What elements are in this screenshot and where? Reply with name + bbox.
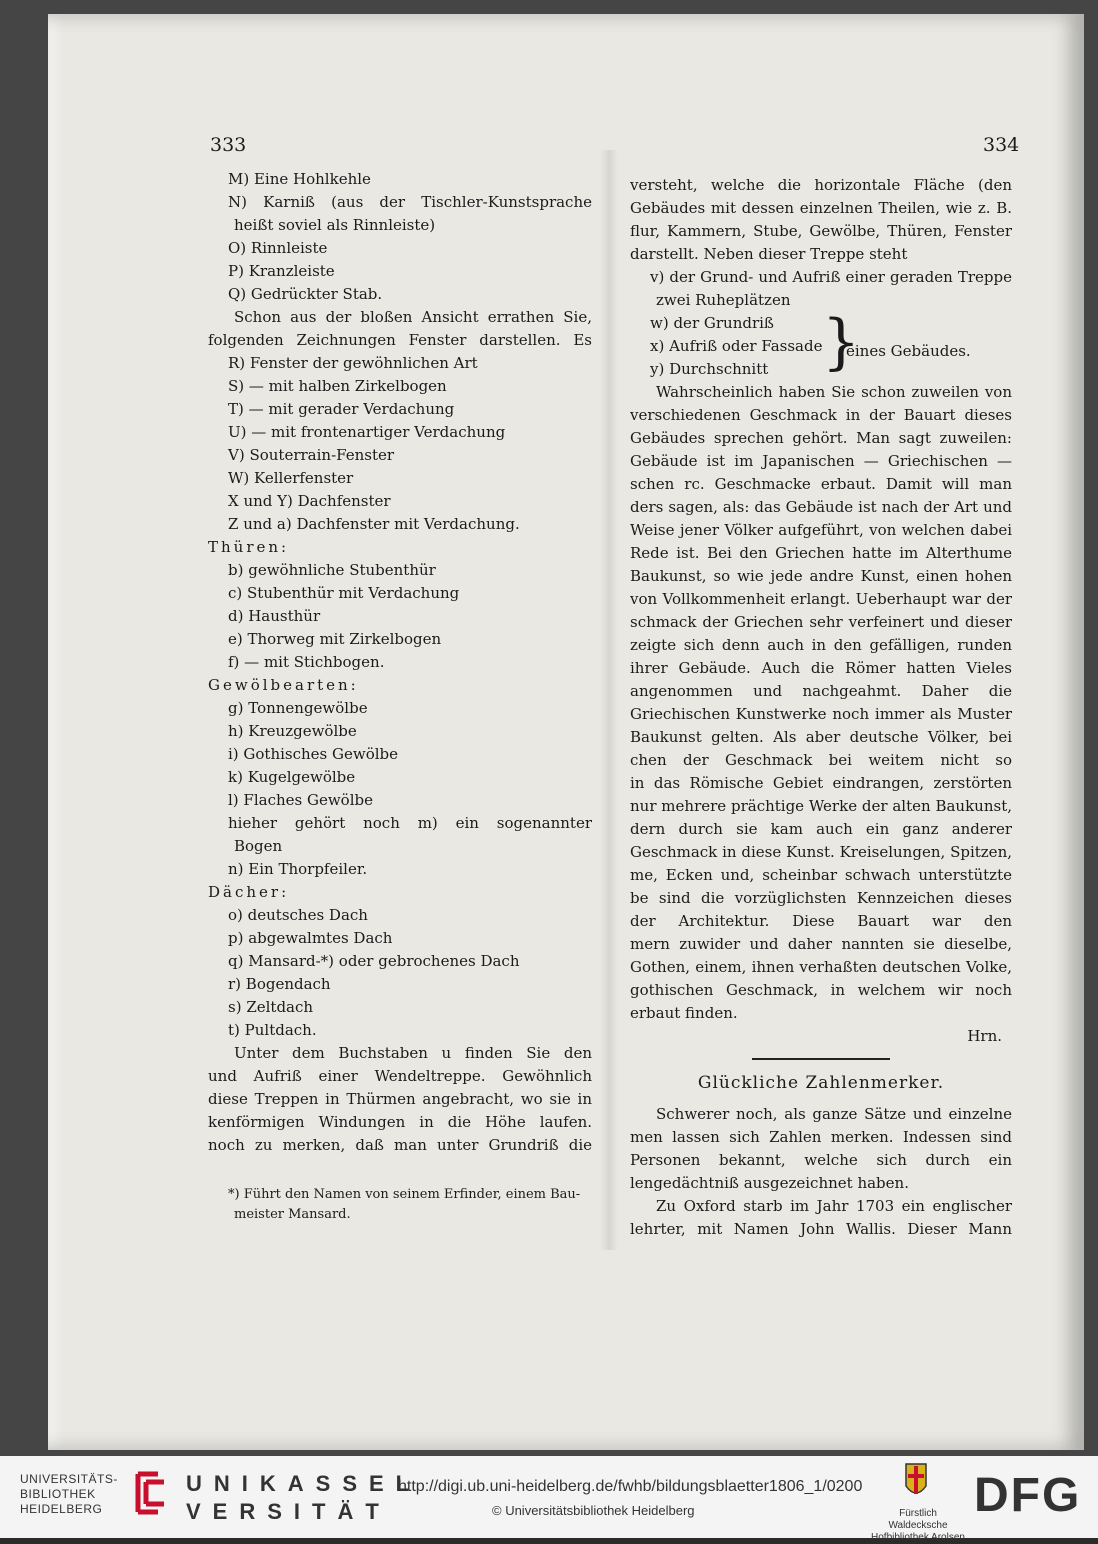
text-line: Schon aus der bloßen Ansicht errathen Sie, <box>234 308 592 326</box>
text-line: O) Rinnleiste <box>228 239 328 257</box>
text-line: flur, Kammern, Stube, Gewölbe, Thüren, Fenster <box>630 222 1012 240</box>
kassel-line-1: UNIKASSEL <box>186 1471 422 1496</box>
uni-line-2: BIBLIOTHEK <box>20 1487 96 1501</box>
text-line: n) Ein Thorpfeiler. <box>228 860 368 878</box>
text-line: q) Mansard-*) oder gebrochenes Dach <box>228 952 520 970</box>
text-line: P) Kranzleiste <box>228 262 335 280</box>
footnote-line: meister Mansard. <box>234 1207 351 1222</box>
text-line: lengedächtniß ausgezeichnet haben. <box>630 1174 909 1192</box>
text-line: Zu Oxford starb im Jahr 1703 ein englischer <box>656 1197 1012 1215</box>
section-title: Glückliche Zahlenmerker. <box>697 1073 945 1093</box>
waldeck-crest-icon <box>898 1460 934 1504</box>
text-line: e) Thorweg mit Zirkelbogen <box>228 630 442 648</box>
text-line: Dächer: <box>208 883 290 901</box>
text-line: Gothen, einem, ihnen verhaßten deutschen Volke, <box>630 958 1012 976</box>
text-line: R) Fenster der gewöhnlichen Art <box>228 354 478 372</box>
waldeck-library-logo[interactable] <box>870 1508 966 1544</box>
text-line: Baukunst, so wie jede andre Kunst, einen hohen <box>630 567 1012 585</box>
text-line: b) gewöhnliche Stubenthür <box>228 561 436 579</box>
text-line: Bogen <box>234 837 283 855</box>
text-line: me, Ecken und, scheinbar schwach unterstützte <box>630 866 1012 884</box>
text-line: g) Tonnengewölbe <box>228 699 368 717</box>
text-line: U) — mit frontenartiger Verdachung <box>228 423 506 441</box>
footer-bar <box>0 1456 1098 1543</box>
dfg-logo[interactable]: DFG <box>974 1469 1082 1522</box>
uni-heidelberg-logo[interactable] <box>20 1472 118 1517</box>
text-line: folgenden Zeichnungen Fenster darstellen. Es <box>208 331 592 349</box>
kassel-line-2: VERSITÄT <box>186 1499 391 1524</box>
brace-label: eines Gebäudes. <box>846 342 971 360</box>
text-line: Thüren: <box>208 538 290 556</box>
text-line: Unter dem Buchstaben u finden Sie den <box>234 1044 592 1062</box>
section-rule <box>752 1058 890 1060</box>
waldeck-line-1: Fürstlich Waldecksche <box>888 1508 948 1531</box>
text-line: mern zuwider und daher nannten sie dieselbe, <box>630 935 1012 953</box>
text-line: W) Kellerfenster <box>228 469 354 487</box>
text-line: erbaut finden. <box>630 1004 738 1022</box>
text-line: X und Y) Dachfenster <box>228 492 391 510</box>
text-line: verschiedenen Geschmack in der Bauart dieses <box>630 406 1012 424</box>
kassel-logo-icon <box>130 1470 170 1516</box>
text-line: nur mehrere prächtige Werke der alten Baukunst, <box>630 797 1012 815</box>
text-line: Q) Gedrückter Stab. <box>228 285 383 303</box>
text-line: w) der Grundriß <box>650 314 774 332</box>
text-line: lehrter, mit Namen John Wallis. Dieser Mann <box>630 1220 1012 1238</box>
text-line: M) Eine Hohlkehle <box>228 170 371 188</box>
text-line: r) Bogendach <box>228 975 331 993</box>
text-line: y) Durchschnitt <box>650 360 769 378</box>
text-line: ihrer Gebäude. Auch die Römer hatten Vieles <box>630 659 1012 677</box>
brace-glyph: } <box>822 307 861 377</box>
text-line: und Aufriß einer Wendeltreppe. Gewöhnlich <box>208 1067 592 1085</box>
footnote-line: *) Führt den Namen von seinem Erfinder, einem Bau- <box>228 1187 581 1202</box>
text-line: Gebäudes sprechen gehört. Man sagt zuweilen: <box>630 429 1012 447</box>
text-line: Z und a) Dachfenster mit Verdachung. <box>228 515 520 533</box>
right-column <box>630 174 1012 1241</box>
text-line: p) abgewalmtes Dach <box>228 929 393 947</box>
text-line: h) Kreuzgewölbe <box>228 722 357 740</box>
text-line: o) deutsches Dach <box>228 906 368 924</box>
text-line: zeigte sich denn auch in den gefälligen, runden <box>630 636 1012 654</box>
text-line: be sind die vorzüglichsten Kennzeichen dieses <box>630 889 1012 907</box>
text-line: Baukunst gelten. Als aber deutsche Völker, bei <box>630 728 1012 746</box>
text-line: der Architektur. Diese Bauart war den <box>630 912 1012 930</box>
text-line: ders sagen, als: das Gebäude ist nach der Art und <box>630 498 1012 516</box>
text-line: men lassen sich Zahlen merken. Indessen sind <box>630 1128 1012 1146</box>
text-line: angenommen und nachgeahmt. Daher die <box>630 682 1012 700</box>
column-gutter <box>600 150 618 1250</box>
text-line: Geschmack in diese Kunst. Kreiselungen, Spitzen, <box>630 843 1012 861</box>
page-number-right: 334 <box>983 134 1020 156</box>
text-line: noch zu merken, daß man unter Grundriß die <box>208 1136 592 1154</box>
text-line: Rede ist. Bei den Griechen hatte im Alterthume <box>630 544 1012 562</box>
text-line: S) — mit halben Zirkelbogen <box>228 377 447 395</box>
text-line: d) Hausthür <box>228 607 321 625</box>
footnote <box>208 1185 592 1225</box>
text-line: l) Flaches Gewölbe <box>228 791 373 809</box>
text-line: Gebäudes mit dessen einzelnen Theilen, wie z. B. <box>630 199 1012 217</box>
text-line: Personen bekannt, welche sich durch ein <box>630 1151 1012 1169</box>
copyright-text: © Universitätsbibliothek Heidelberg <box>492 1503 695 1518</box>
text-line: V) Souterrain-Fenster <box>228 446 395 464</box>
permalink-url[interactable]: http://digi.ub.uni-heidelberg.de/fwhb/bildungsblaetter1806_1/0200 <box>398 1478 863 1495</box>
text-line: schen rc. Geschmacke erbaut. Damit will man <box>630 475 1012 493</box>
text-line: Weise jener Völker aufgeführt, von welchen dabei <box>630 521 1012 539</box>
text-line: f) — mit Stichbogen. <box>228 653 385 671</box>
text-line: k) Kugelgewölbe <box>228 768 356 786</box>
text-line: s) Zeltdach <box>228 998 314 1016</box>
text-line: c) Stubenthür mit Verdachung <box>228 584 460 602</box>
text-line: Gewölbearten: <box>208 676 359 694</box>
text-line: gothischen Geschmack, in welchem wir noch <box>630 981 1012 999</box>
uni-kassel-logo[interactable] <box>186 1470 421 1526</box>
waldeck-line-2: Hofbibliothek Arolsen <box>871 1532 965 1543</box>
text-line: dern durch sie kam auch ein ganz anderer <box>630 820 1012 838</box>
text-line: heißt soviel als Rinnleiste) <box>234 216 436 234</box>
text-line: in das Römische Gebiet eindrangen, zerstörten <box>630 774 1012 792</box>
text-line: hieher gehört noch m) ein sogenannter <box>228 814 592 832</box>
left-column <box>208 168 592 1225</box>
text-line: zwei Ruheplätzen <box>656 291 791 309</box>
uni-line-3: HEIDELBERG <box>20 1502 103 1516</box>
text-line: versteht, welche die horizontale Fläche (den <box>630 176 1012 194</box>
text-line: N) Karniß (aus der Tischler-Kunstsprache <box>228 193 592 211</box>
uni-line-1: UNIVERSITÄTS- <box>20 1472 118 1486</box>
text-line: Schwerer noch, als ganze Sätze und einzelne <box>656 1105 1012 1123</box>
text-line: Gebäude ist im Japanischen — Griechischen — <box>630 452 1012 470</box>
text-line: i) Gothisches Gewölbe <box>228 745 399 763</box>
text-line: v) der Grund- und Aufriß einer geraden Treppe <box>650 268 1012 286</box>
text-line: Wahrscheinlich haben Sie schon zuweilen von <box>656 383 1012 401</box>
text-line: Griechischen Kunstwerke noch immer als Muster <box>630 705 1012 723</box>
text-line: kenförmigen Windungen in die Höhe laufen. <box>208 1113 592 1131</box>
signature: Hrn. <box>967 1027 1002 1045</box>
text-line: darstellt. Neben dieser Treppe steht <box>630 245 908 263</box>
text-line: x) Aufriß oder Fassade <box>650 337 823 355</box>
page-number-left: 333 <box>210 134 247 156</box>
text-line: t) Pultdach. <box>228 1021 317 1039</box>
text-line: schmack der Griechen sehr verfeinert und dieser <box>630 613 1012 631</box>
text-line: von Vollkommenheit erlangt. Ueberhaupt war der <box>630 590 1012 608</box>
text-line: T) — mit gerader Verdachung <box>228 400 455 418</box>
text-line: diese Treppen in Thürmen angebracht, wo sie in <box>208 1090 592 1108</box>
text-line: chen der Geschmack bei weitem nicht so <box>630 751 1012 769</box>
